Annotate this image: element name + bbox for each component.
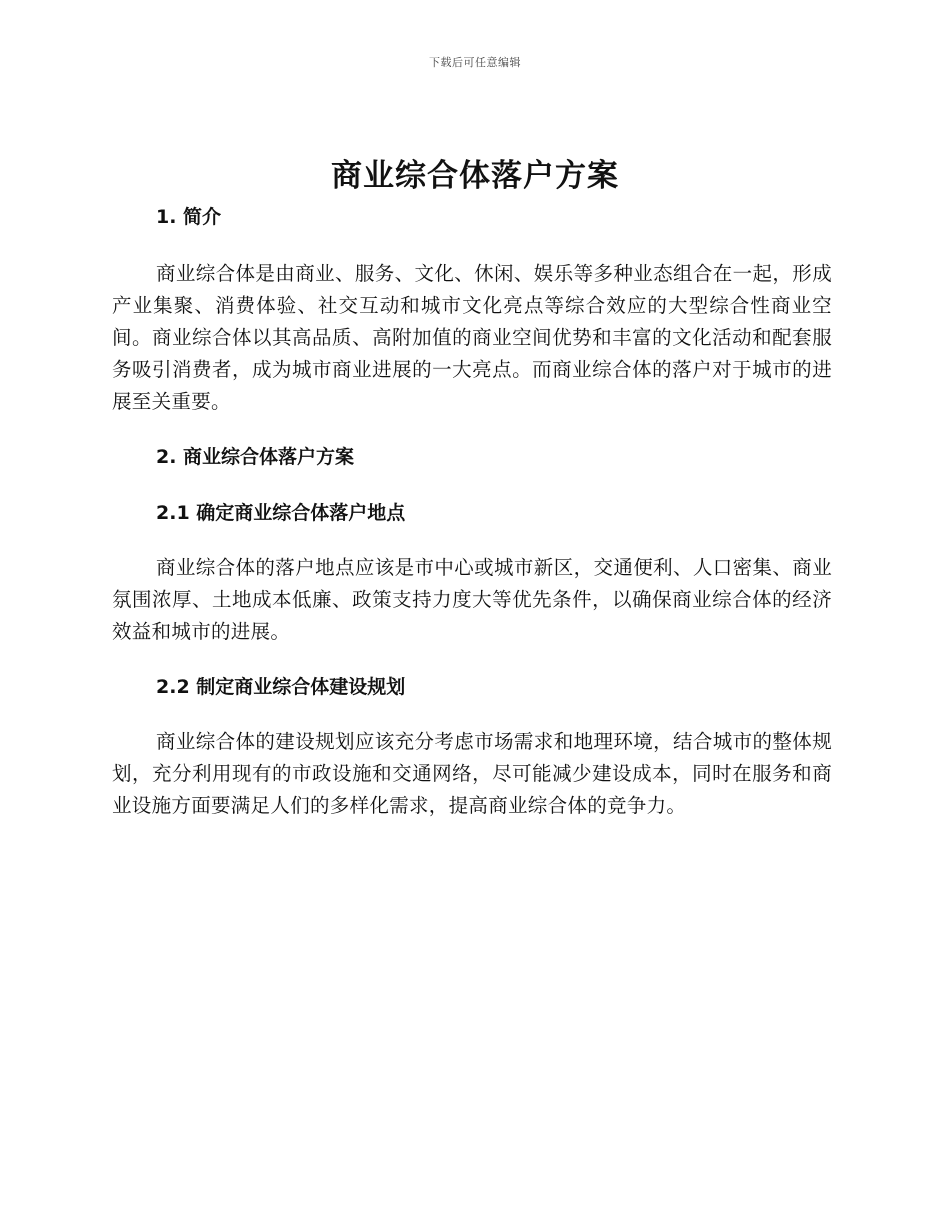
section-heading-construction: 2.2 制定商业综合体建设规划 bbox=[156, 676, 406, 698]
section-heading-location: 2.1 确定商业综合体落户地点 bbox=[156, 502, 406, 524]
section-paragraph-location: 商业综合体的落户地点应该是市中心或城市新区，交通便利、人口密集、商业氛围浓厚、土地成本低廉、政策支持力度大等优先条件，以确保商业综合体的经济效益和城市的进展。 bbox=[112, 556, 832, 643]
document-title: 商业综合体落户方案 bbox=[331, 158, 619, 194]
section-heading-intro: 1. 简介 bbox=[156, 206, 222, 228]
header-note: 下载后可任意编辑 bbox=[429, 56, 521, 69]
section-paragraph-intro: 商业综合体是由商业、服务、文化、休闲、娱乐等多种业态组合在一起，形成产业集聚、消费体验、社交互动和城市文化亮点等综合效应的大型综合性商业空间。商业综合体以其高品质、高附加值的商业空间优势和丰富的文化活动和配套服务吸引消费者，成为城市商业进展的一大亮点。而商业综合体的落户对于城市的进展至关重要。 bbox=[112, 262, 832, 413]
document-body bbox=[112, 200, 832, 822]
section-paragraph-construction: 商业综合体的建设规划应该充分考虑市场需求和地理环境，结合城市的整体规划，充分利用现有的市政设施和交通网络，尽可能减少建设成本，同时在服务和商业设施方面要满足人们的多样化需求，提高商业综合体的竞争力。 bbox=[112, 730, 832, 817]
section-heading-plan: 2. 商业综合体落户方案 bbox=[156, 446, 355, 468]
